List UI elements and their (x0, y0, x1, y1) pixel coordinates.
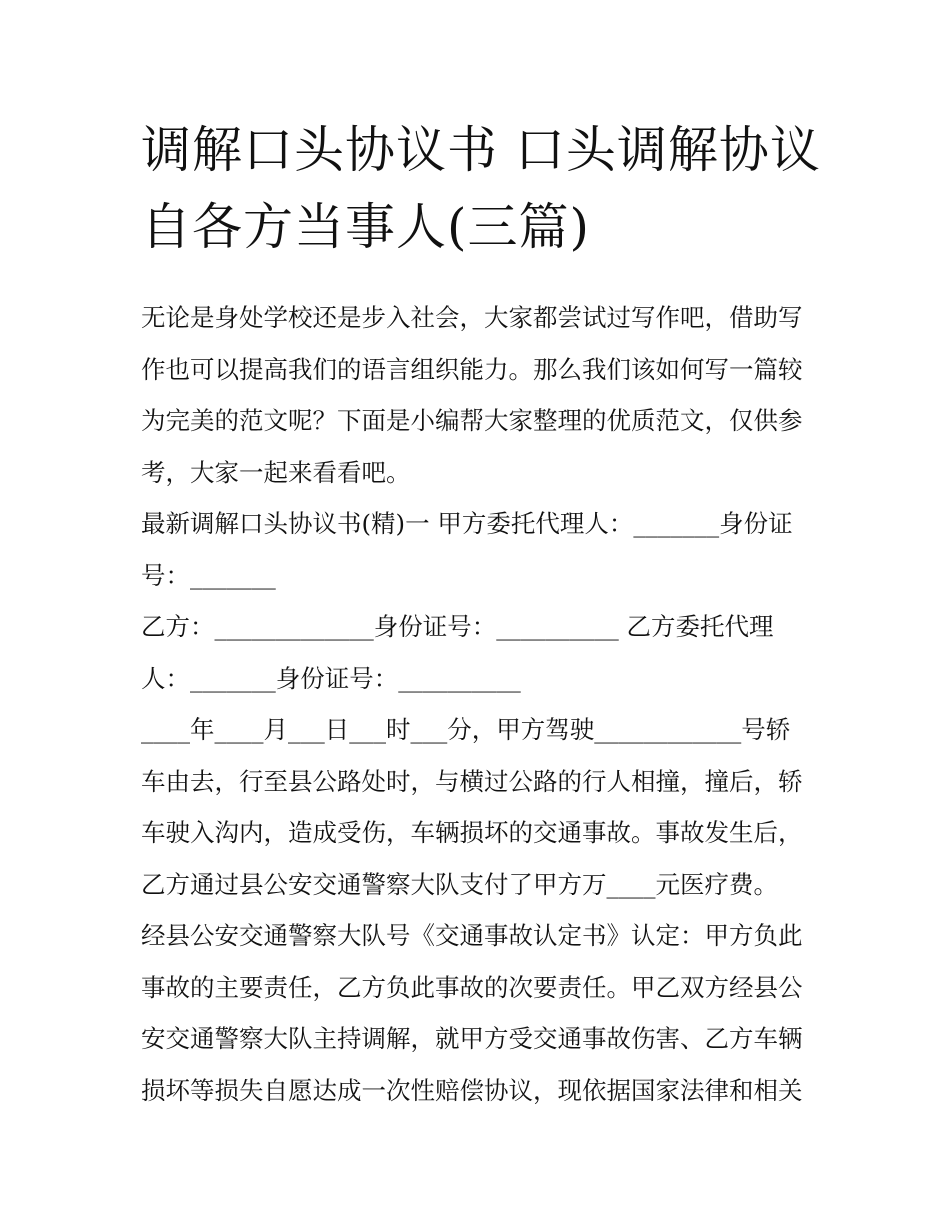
text-line: 考，大家一起来看看吧。 (141, 457, 411, 487)
section-heading-paragraph (141, 498, 813, 601)
document-title (141, 112, 821, 266)
intro-paragraph (141, 292, 813, 498)
text-line: 人：_______身份证号：__________ (141, 663, 521, 693)
text-line: 无论是身处学校还是步入社会，大家都尝试过写作吧，借助写 (141, 303, 803, 332)
text-line: 乙方通过县公安交通警察大队支付了甲方万____元医疗费。 (141, 869, 778, 899)
text-line: ____年____月___日___时___分，甲方驾驶____________号轿 (141, 715, 791, 744)
text-line: 安交通警察大队主持调解，就甲方受交通事故伤害、乙方车辆 (141, 1024, 803, 1053)
text-line: 事故的主要责任，乙方负此事故的次要责任。甲乙双方经县公 (141, 972, 803, 1002)
title-line: 调解口头协议书 口头调解协议 (141, 121, 821, 179)
text-line: 车驶入沟内，造成受伤，车辆损坏的交通事故。事故发生后， (141, 818, 803, 847)
text-line: 经县公安交通警察大队号《交通事故认定书》认定：甲方负此 (141, 921, 803, 950)
body-paragraph (141, 704, 813, 1116)
text-line: 车由去，行至县公路处时，与横过公路的行人相撞，撞后，轿 (141, 766, 803, 796)
text-line: 最新调解口头协议书(精)一 甲方委托代理人：_______身份证 (141, 509, 793, 538)
text-line: 为完美的范文呢？下面是小编帮大家整理的优质范文，仅供参 (141, 406, 803, 435)
text-line: 号：_______ (141, 560, 276, 590)
text-line: 乙方：_____________身份证号：__________ 乙方委托代理 (141, 612, 774, 641)
title-line: 自各方当事人(三篇) (141, 198, 591, 256)
document-page (141, 112, 821, 1116)
text-line: 作也可以提高我们的语言组织能力。那么我们该如何写一篇较 (141, 354, 803, 384)
party-paragraph (141, 601, 813, 704)
text-line: 损坏等损失自愿达成一次性赔偿协议，现依据国家法律和相关 (141, 1075, 803, 1105)
